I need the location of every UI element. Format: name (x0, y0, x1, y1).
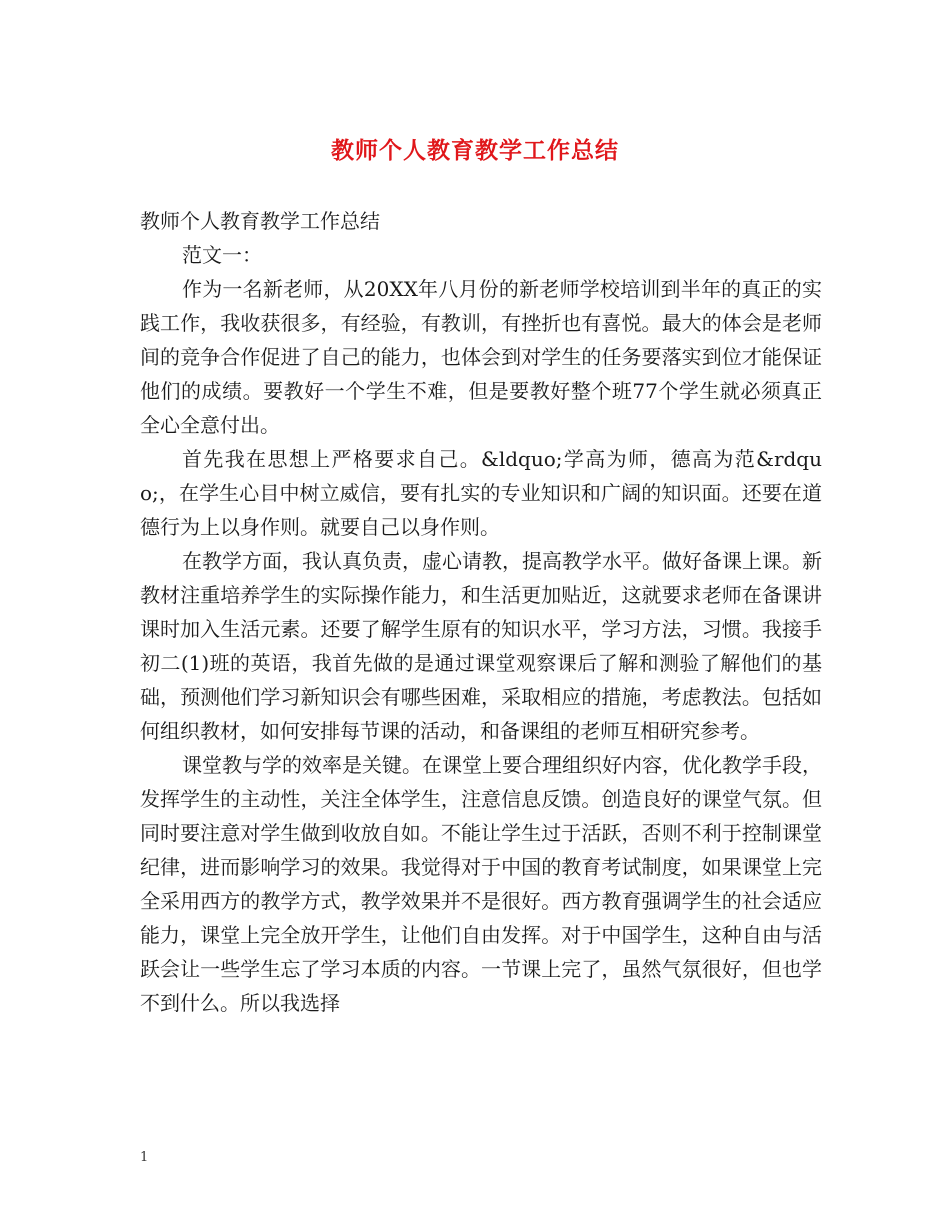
paragraph: 课堂教与学的效率是关键。在课堂上要合理组织好内容，优化教学手段，发挥学生的主动性，关注全体学生，注意信息反馈。创造良好的课堂气氛。但同时要注意对学生做到收放自如。不能让学生过于活跃，否则不利于控制课堂纪律，进而影响学习的效果。我觉得对于中国的教育考试制度，如果课堂上完全采用西方的教学方式，教学效果并不是很好。西方教育强调学生的社会适应能力，课堂上完全放开学生，让他们自由发挥。对于中国学生，这种自由与活跃会让一些学生忘了学习本质的内容。一节课上完了，虽然气氛很好，但也学不到什么。所以我选择 (140, 753, 822, 1015)
page-number: 1 (140, 1150, 149, 1165)
paragraph: 作为一名新老师，从20XX年八月份的新老师学校培训到半年的真正的实践工作，我收获很多，有经验，有教训，有挫折也有喜悦。最大的体会是老师间的竞争合作促进了自己的能力，也体会到对学生的任务要落实到位才能保证他们的成绩。要教好一个学生不难，但是要教好整个班77个学生就必须真正全心全意付出。 (140, 277, 822, 437)
paragraph: 范文一： (182, 243, 262, 267)
document-subtitle: 教师个人教育教学工作总结 (140, 209, 380, 233)
document-title: 教师个人教育教学工作总结 (331, 137, 619, 164)
document-body (140, 204, 822, 1020)
paragraph: 首先我在思想上严格要求自己。&ldquo;学高为师，德高为范&rdquo;，在学生心目中树立威信，要有扎实的专业知识和广阔的知识面。还要在道德行为上以身作则。就要自己以身作则。 (140, 447, 822, 539)
paragraph: 在教学方面，我认真负责，虚心请教，提高教学水平。做好备课上课。新教材注重培养学生的实际操作能力，和生活更加贴近，这就要求老师在备课讲课时加入生活元素。还要了解学生原有的知识水平，学习方法，习惯。我接手初二(1)班的英语，我首先做的是通过课堂观察课后了解和测验了解他们的基础，预测他们学习新知识会有哪些困难，采取相应的措施，考虑教法。包括如何组织教材，如何安排每节课的活动，和备课组的老师互相研究参考。 (140, 549, 822, 743)
